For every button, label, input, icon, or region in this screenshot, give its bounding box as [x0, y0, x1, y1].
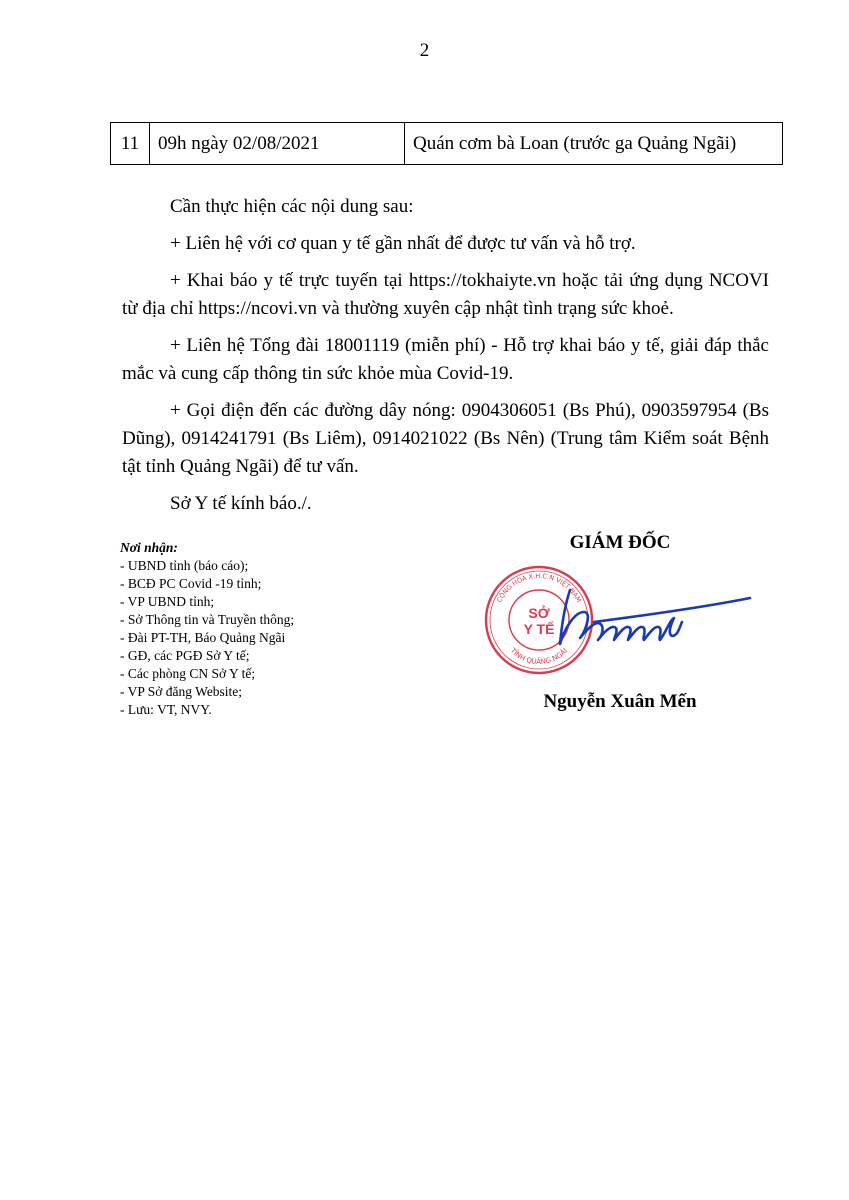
- recipient-item: - BCĐ PC Covid -19 tỉnh;: [120, 576, 262, 591]
- recipient-item: - VP UBND tỉnh;: [120, 594, 215, 609]
- recipients-block: [120, 539, 294, 719]
- recipients-title: Nơi nhận:: [120, 540, 178, 555]
- recipient-item: - UBND tỉnh (báo cáo);: [120, 558, 249, 573]
- table-cell-index: 11: [111, 123, 150, 165]
- paragraph-contact-health: + Liên hệ với cơ quan y tế gần nhất để được tư vấn và hỗ trợ.: [170, 233, 636, 254]
- recipient-item: - Lưu: VT, NVY.: [120, 702, 212, 717]
- recipient-item: - Các phòng CN Sở Y tế;: [120, 666, 256, 681]
- recipient-item: - GĐ, các PGĐ Sở Y tế;: [120, 648, 250, 663]
- location-table: [110, 122, 783, 165]
- signer-name: Nguyễn Xuân Mến: [543, 691, 697, 712]
- seal-center-line1: SỞ: [528, 605, 550, 621]
- body-text: [122, 193, 769, 527]
- paragraph-online-declaration: + Khai báo y tế trực tuyến tại https://tokhaiyte.vn hoặc tải ứng dụng NCOVI từ địa chỉ https://ncovi.vn và thường xuyên cập nhật tình trạng sức khoẻ.: [122, 270, 769, 319]
- seal-ring-bottom-text: TỈNH QUẢNG NGÃI: [508, 646, 570, 667]
- page-number: 2: [419, 40, 430, 61]
- recipient-item: - Đài PT-TH, Báo Quảng Ngãi: [120, 630, 286, 645]
- paragraph-intro: Cần thực hiện các nội dung sau:: [170, 196, 414, 217]
- recipient-item: - VP Sở đăng Website;: [120, 684, 243, 699]
- seal-center-line2: Y TẾ: [523, 621, 555, 637]
- table-row: [111, 123, 783, 165]
- seal-ring-top-text: CỘNG HÒA X.H.C.N VIỆT NAM: [495, 571, 583, 604]
- signer-title: GIÁM ĐỐC: [569, 532, 671, 553]
- paragraph-doctor-numbers: + Gọi điện đến các đường dây nóng: 0904306051 (Bs Phú), 0903597954 (Bs Dũng), 0914241791 (Bs Liêm), 0914021022 (Bs Nên) (Trung tâm Kiểm soát Bệnh tật tỉnh Quảng Ngãi) để tư vấn.: [122, 400, 769, 477]
- paragraph-closing: Sở Y tế kính báo./.: [170, 493, 312, 514]
- handwritten-signature-icon: [540, 582, 755, 667]
- table-cell-time: 09h ngày 02/08/2021: [150, 123, 405, 165]
- paragraph-hotline: + Liên hệ Tổng đài 18001119 (miễn phí) - Hỗ trợ khai báo y tế, giải đáp thắc mắc và cung cấp thông tin sức khỏe mùa Covid-19.: [122, 335, 769, 384]
- recipient-item: - Sở Thông tin và Truyền thông;: [120, 612, 295, 627]
- table-cell-place: Quán cơm bà Loan (trước ga Quảng Ngãi): [405, 123, 783, 165]
